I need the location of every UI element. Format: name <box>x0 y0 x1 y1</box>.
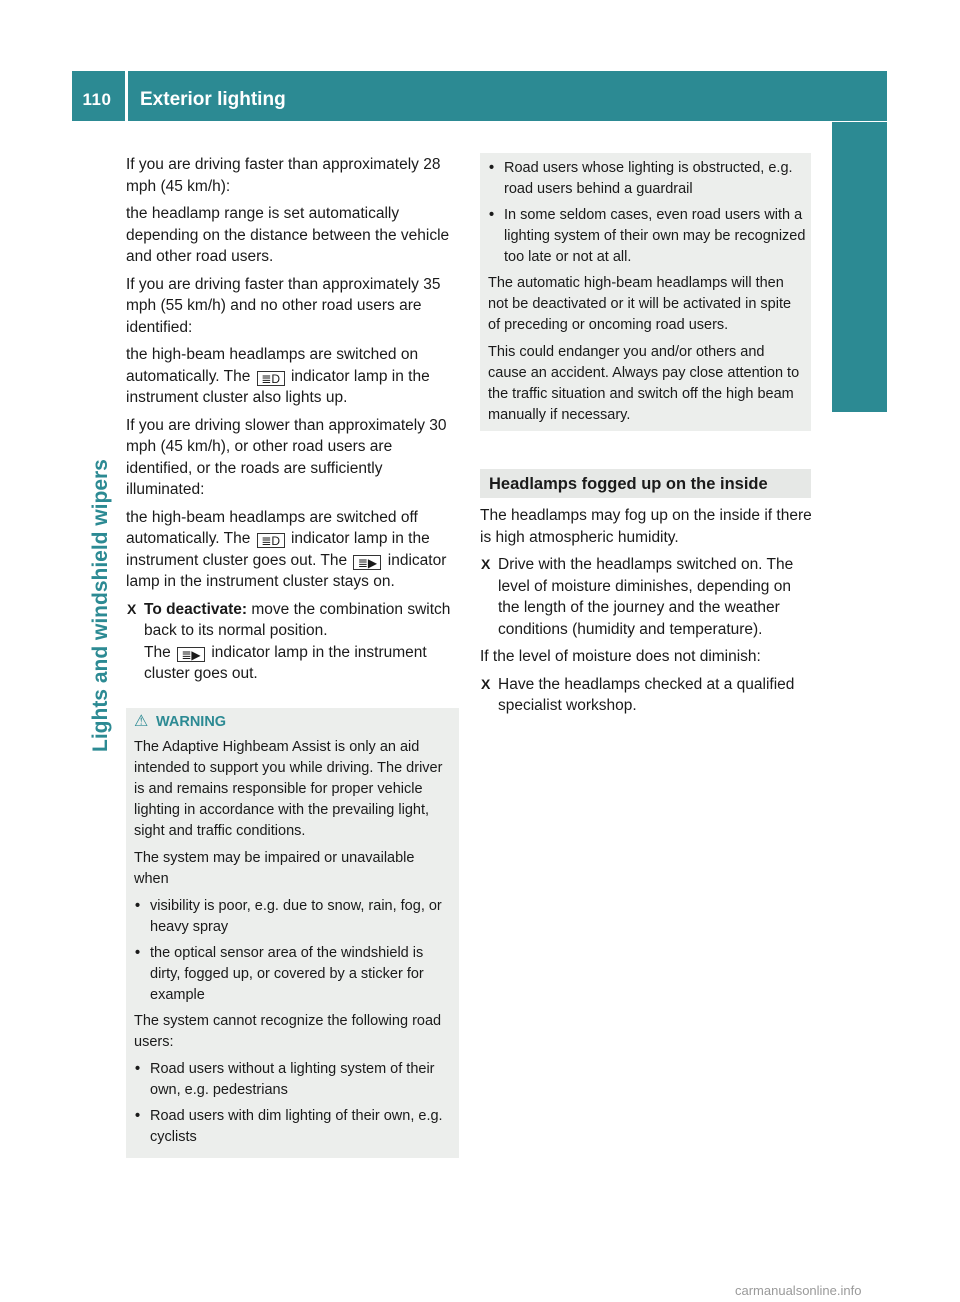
paragraph: If you are driving slower than approximately 30 mph (45 km/h), or other road users are identified, or the roads are sufficiently illuminated: <box>126 416 447 498</box>
step-arrow-icon: X <box>481 556 491 572</box>
paragraph: If you are driving faster than approximately 28 mph (45 km/h): <box>126 156 441 195</box>
side-chapter-label: Lights and windshield wipers <box>89 459 112 752</box>
paragraph: The headlamps may fog up on the inside if there is high atmospheric humidity. <box>480 507 812 546</box>
subsection-heading: Headlamps fogged up on the inside <box>489 475 768 493</box>
highbeam-indicator-icon: ≣D <box>257 533 285 548</box>
left-column <box>126 154 460 691</box>
paragraph: the headlamp range is set automatically depending on the distance between the vehicle and other road users. <box>126 205 450 265</box>
list-item: • Road users without a lighting system of their own, e.g. pedestrians <box>135 1061 435 1098</box>
bullet-icon: • <box>489 207 495 223</box>
bullet-icon: • <box>135 945 141 961</box>
bullet-icon: • <box>135 1061 141 1077</box>
highbeam-indicator-icon: ≣D <box>257 371 285 386</box>
instruction-step: X Have the headlamps checked at a qualified specialist workshop. <box>481 675 795 714</box>
instruction-step: X Drive with the headlamps switched on. The level of moisture diminishes, depending on the length of the journey and the weather conditions (humidity and temperature). <box>481 556 794 638</box>
header-divider <box>125 71 128 121</box>
warning-continued-content <box>488 158 806 432</box>
step-arrow-icon: X <box>127 600 137 617</box>
instruction-step: X To deactivate: move the combination switch back to its normal position. The ≣▶ indicator lamp in the instrument cluster goes out. <box>127 600 451 682</box>
paragraph: The system may be impaired or unavailable when <box>134 850 415 887</box>
paragraph: If the level of moisture does not diminish: <box>480 648 761 665</box>
warning-content <box>134 712 452 1153</box>
bullet-icon: • <box>135 898 141 914</box>
highbeam-assist-indicator-icon: ≣▶ <box>353 555 381 570</box>
paragraph: If you are driving faster than approximately 35 mph (55 km/h) and no other road users are identified: <box>126 275 441 336</box>
step-arrow-icon: X <box>481 675 491 692</box>
warning-heading: ⚠ WARNING <box>134 713 227 730</box>
bullet-icon: • <box>489 160 495 176</box>
page-number: 110 <box>82 90 112 109</box>
list-item: • Road users with dim lighting of their own, e.g. cyclists <box>135 1108 443 1145</box>
list-item: • visibility is poor, e.g. due to snow, rain, fog, or heavy spray <box>135 898 442 935</box>
list-item: • the optical sensor area of the windshield is dirty, fogged up, or covered by a sticker for example <box>135 945 424 1003</box>
paragraph: The automatic high-beam headlamps will then not be deactivated or it will be activated in spite of preceding or oncoming road users. <box>488 275 792 333</box>
warning-triangle-icon: ⚠ <box>134 713 149 730</box>
right-column <box>480 505 814 723</box>
side-tab-block <box>832 122 887 412</box>
watermark: carmanualsonline.info <box>735 1283 862 1298</box>
step-label: To deactivate: <box>144 600 248 618</box>
paragraph: the high-beam headlamps are switched off automatically. The ≣D indicator lamp in the instrument cluster goes out. The ≣▶ indicator lamp in the instrument cluster stays on. <box>126 508 447 590</box>
paragraph: The system cannot recognize the following road users: <box>134 1013 442 1050</box>
paragraph: the high-beam headlamps are switched on automatically. The ≣D indicator lamp in the instrument cluster also lights up. <box>126 346 430 406</box>
bullet-icon: • <box>135 1108 141 1124</box>
paragraph: This could endanger you and/or others and cause an accident. Always pay close attention to the traffic situation and switch off the high beam manually if necessary. <box>488 344 800 423</box>
paragraph: The Adaptive Highbeam Assist is only an aid intended to support you while driving. The driver is and remains responsible for proper vehicle lighting in accordance with the prevailing light, sight and traffic conditions. <box>134 739 443 839</box>
section-title: Exterior lighting <box>140 89 286 110</box>
list-item: • In some seldom cases, even road users with a lighting system of their own may be recognized too late or not at all. <box>489 207 806 265</box>
highbeam-assist-indicator-icon: ≣▶ <box>177 647 205 662</box>
list-item: • Road users whose lighting is obstructed, e.g. road users behind a guardrail <box>489 160 793 197</box>
